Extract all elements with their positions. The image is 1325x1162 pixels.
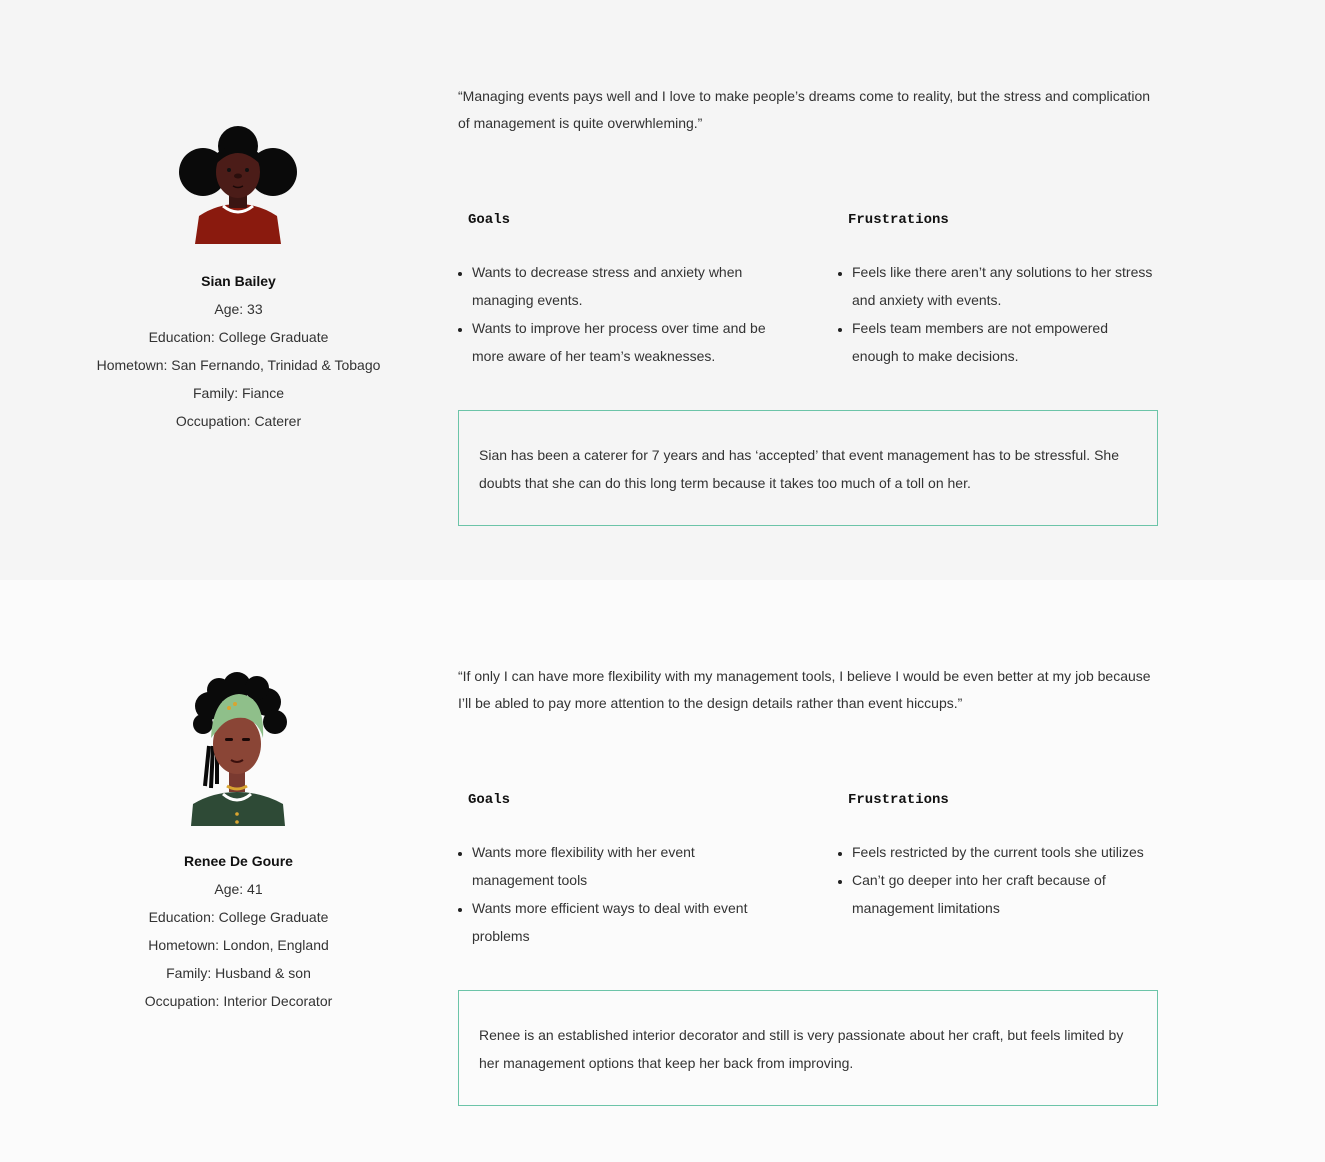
frustrations-section [838,790,1158,922]
goal-item: • Wants more efficient ways to deal with event problems [472,894,778,950]
persona-age: Age: 41 [214,881,263,897]
frustrations-heading: Frustrations [848,792,949,808]
persona-card-renee [0,580,1325,1162]
persona-avatar-icon [177,124,301,246]
persona-name: Renee De Goure [184,853,293,869]
persona-occupation: Occupation: Interior Decorator [144,993,333,1009]
persona-occupation: Occupation: Caterer [175,413,302,429]
persona-family: Family: Husband & son [166,965,311,981]
persona-education: Education: College Graduate [148,909,329,925]
frustration-item: • Can’t go deeper into her craft because of management limitations [852,866,1158,922]
persona-profile [60,0,417,580]
frustration-item: • Feels team members are not empowered enough to make decisions. [852,314,1158,370]
persona-avatar-icon [189,672,289,826]
goal-item: • Wants to decrease stress and anxiety when managing events. [472,258,778,314]
goals-list [458,258,778,370]
persona-card-sian [0,0,1325,580]
persona-hometown: Hometown: San Fernando, Trinidad & Tobago [96,357,381,373]
goals-section [458,790,778,950]
frustration-item: • Feels like there aren’t any solutions to her stress and anxiety with events. [852,258,1158,314]
frustrations-list [838,838,1158,922]
goals-section [458,210,778,370]
persona-quote: “Managing events pays well and I love to make people’s dreams come to reality, but the stress and complication of management is quite overwhleming.” [458,88,1151,131]
frustrations-heading: Frustrations [848,212,949,228]
persona-summary: Sian has been a caterer for 7 years and has ‘accepted’ that event management has to be stressful. She doubts that she can do this long term because it takes too much of a toll on her. [458,410,1158,526]
persona-hometown: Hometown: London, England [148,937,329,953]
persona-summary: Renee is an established interior decorator and still is very passionate about her craft, but feels limited by her management options that keep her back from improving. [458,990,1158,1106]
frustrations-list [838,258,1158,370]
goals-heading: Goals [468,212,511,228]
goals-list [458,838,778,950]
goal-item: • Wants more flexibility with her event management tools [472,838,778,894]
frustration-item: • Feels restricted by the current tools she utilizes [852,838,1158,866]
persona-age: Age: 33 [214,301,263,317]
goals-heading: Goals [468,792,511,808]
frustrations-section [838,210,1158,370]
goal-item: • Wants to improve her process over time and be more aware of her team’s weaknesses. [472,314,778,370]
persona-profile [60,580,417,1162]
persona-name: Sian Bailey [201,273,276,289]
persona-quote: “If only I can have more flexibility with my management tools, I believe I would be even better at my job because I’ll be abled to pay more attention to the design details rather than event hiccups.” [458,668,1151,711]
persona-education: Education: College Graduate [148,329,329,345]
persona-family: Family: Fiance [192,385,285,401]
